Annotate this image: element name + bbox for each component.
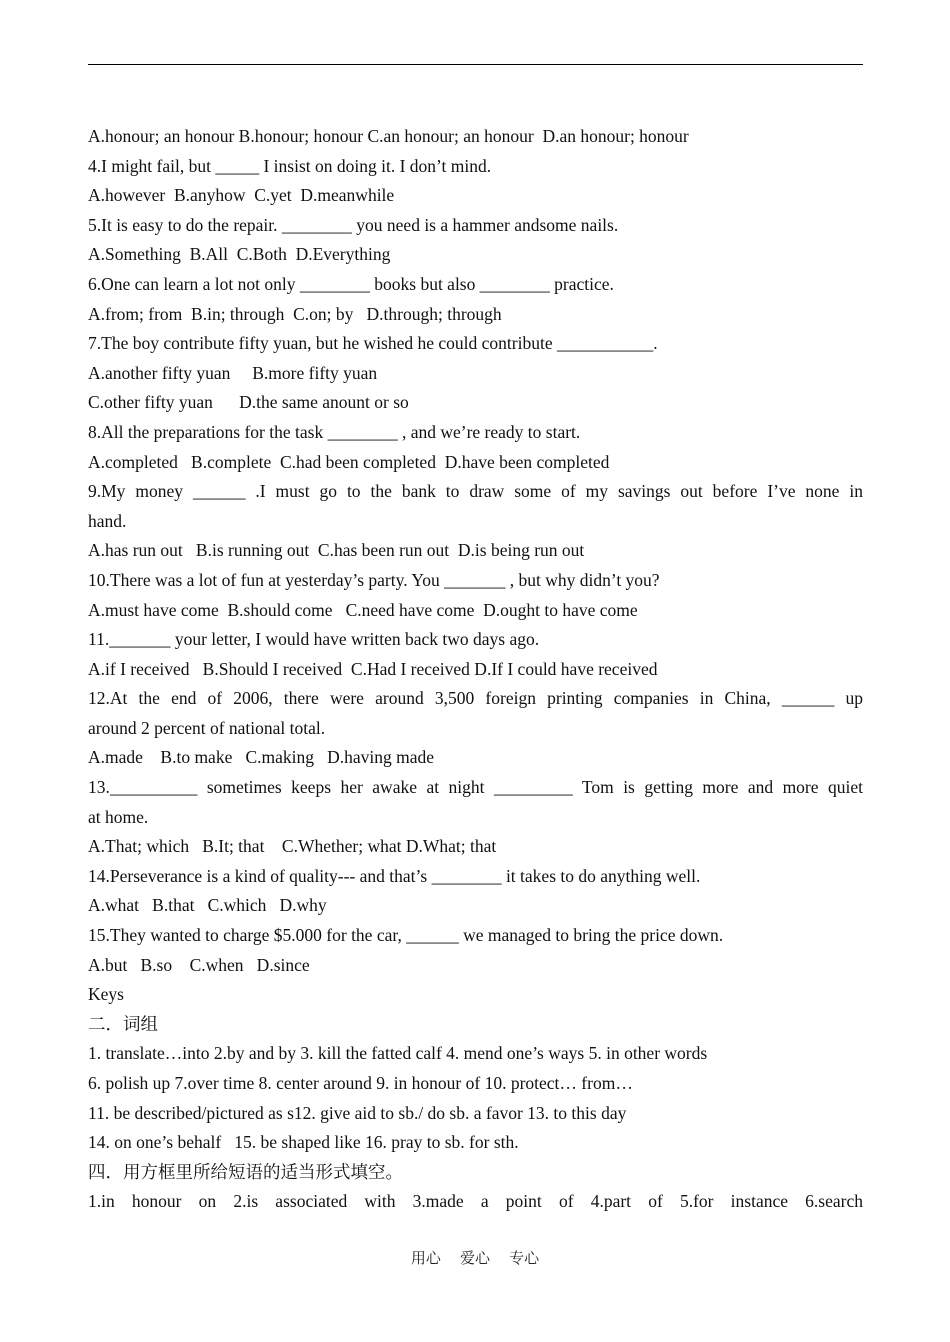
text-line: 四．用方框里所给短语的适当形式填空。 xyxy=(88,1161,403,1182)
text-line: 14.Perseverance is a kind of quality--- and that’s ________ it takes to do anything well. xyxy=(88,865,701,886)
text-line: hand. xyxy=(88,510,127,531)
text-line: A.but B.so C.when D.since xyxy=(88,954,310,975)
text-line: A.That; which B.It; that C.Whether; what D.What; that xyxy=(88,836,497,857)
text-line: Keys xyxy=(88,984,124,1005)
text-line: A.made B.to make C.making D.having made xyxy=(88,747,435,768)
text-line: C.other fifty yuan D.the same anount or so xyxy=(88,392,409,413)
text-line: 8.All the preparations for the task ________ , and we’re ready to start. xyxy=(88,421,581,442)
text-line: 7.The boy contribute fifty yuan, but he wished he could contribute ___________. xyxy=(88,333,658,354)
text-line: 6. polish up 7.over time 8. center around 9. in honour of 10. protect… from… xyxy=(88,1073,633,1093)
text-line: 6.One can learn a lot not only ________ books but also ________ practice. xyxy=(88,273,614,294)
text-line: A.however B.anyhow C.yet D.meanwhile xyxy=(88,185,395,206)
text-line: A.completed B.complete C.had been completed D.have been completed xyxy=(88,451,610,472)
text-line: 11._______ your letter, I would have written back two days ago. xyxy=(88,629,540,650)
text-line: at home. xyxy=(88,806,149,827)
text-line: A.from; from B.in; through C.on; by D.through; through xyxy=(88,303,502,324)
text-line: 14. on one’s behalf 15. be shaped like 16. pray to sb. for sth. xyxy=(88,1132,519,1153)
header-rule xyxy=(88,64,863,65)
text-line: 二．词组 xyxy=(88,1013,158,1034)
text-line: A.honour; an honour B.honour; honour C.an honour; an honour D.an honour; honour xyxy=(88,126,689,146)
text-line: 11. be described/pictured as s12. give aid to sb./ do sb. a favor 13. to this day xyxy=(88,1102,627,1123)
text-line: 1.in honour on 2.is associated with 3.made a point of 4.part of 5.for instance 6.search xyxy=(88,1191,863,1212)
text-line: A.if I received B.Should I received C.Had I received D.If I could have received xyxy=(88,658,658,679)
text-line: A.another fifty yuan B.more fifty yuan xyxy=(88,362,378,383)
text-line: 12.At the end of 2006, there were around 3,500 foreign printing companies in China, ______ up xyxy=(88,688,863,709)
text-line: 4.I might fail, but _____ I insist on doing it. I don’t mind. xyxy=(88,155,492,176)
text-line: 9.My money ______ .I must go to the bank to draw some of my savings out before I’ve none in xyxy=(88,481,863,502)
page-footer: 用心 爱心 专心 xyxy=(410,1249,540,1267)
text-line: A.Something B.All C.Both D.Everything xyxy=(88,244,391,265)
text-line: 15.They wanted to charge $5.000 for the car, ______ we managed to bring the price down. xyxy=(88,925,724,946)
text-line: 1. translate…into 2.by and by 3. kill the fatted calf 4. mend one’s ways 5. in other words xyxy=(88,1043,708,1064)
text-line: 5.It is easy to do the repair. ________ you need is a hammer andsome nails. xyxy=(88,214,619,235)
text-line: 10.There was a lot of fun at yesterday’s party. You _______ , but why didn’t you? xyxy=(88,569,660,590)
text-line: 13.__________ sometimes keeps her awake at night _________ Tom is getting more and more quiet xyxy=(88,777,863,798)
text-line: A.what B.that C.which D.why xyxy=(88,895,327,916)
text-line: around 2 percent of national total. xyxy=(88,717,326,738)
text-line: A.has run out B.is running out C.has been run out D.is being run out xyxy=(88,540,585,561)
document-body xyxy=(88,122,863,1217)
text-line: A.must have come B.should come C.need have come D.ought to have come xyxy=(88,599,638,620)
